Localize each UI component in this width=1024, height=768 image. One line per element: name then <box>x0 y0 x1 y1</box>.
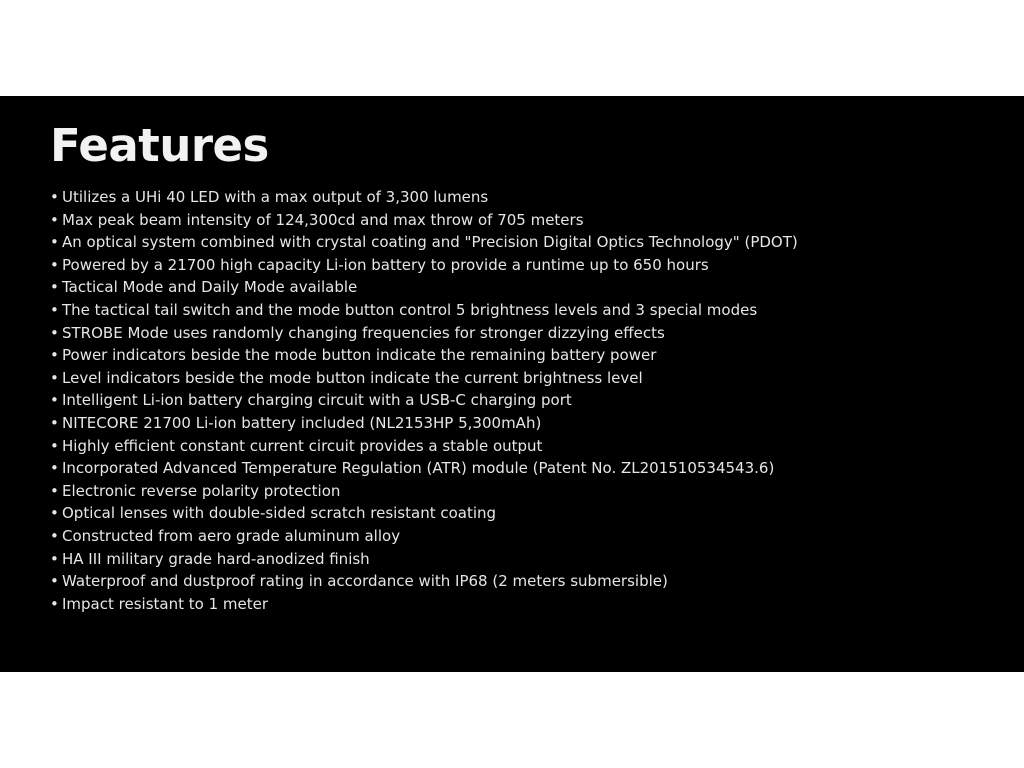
feature-item <box>50 209 1024 232</box>
bullet-icon: • <box>50 300 59 319</box>
feature-item <box>50 548 1024 571</box>
feature-item <box>50 231 1024 254</box>
feature-item <box>50 254 1024 277</box>
feature-text: STROBE Mode uses randomly changing frequencies for stronger dizzying effects <box>62 323 665 342</box>
bullet-icon: • <box>50 436 59 455</box>
bullet-icon: • <box>50 368 59 387</box>
feature-text: Highly efficient constant current circuit provides a stable output <box>62 436 543 455</box>
feature-item <box>50 480 1024 503</box>
feature-item <box>50 412 1024 435</box>
bullet-icon: • <box>50 323 59 342</box>
feature-item <box>50 435 1024 458</box>
feature-item <box>50 322 1024 345</box>
feature-text: NITECORE 21700 Li-ion battery included (NL2153HP 5,300mAh) <box>62 413 542 432</box>
feature-text: Impact resistant to 1 meter <box>62 594 268 613</box>
bullet-icon: • <box>50 572 59 591</box>
feature-item <box>50 570 1024 593</box>
bullet-icon: • <box>50 504 59 523</box>
feature-text: Incorporated Advanced Temperature Regulation (ATR) module (Patent No. ZL201510534543.6) <box>62 459 775 478</box>
features-title: Features <box>50 119 269 172</box>
bullet-icon: • <box>50 255 59 274</box>
feature-item <box>50 389 1024 412</box>
feature-text: Max peak beam intensity of 124,300cd and max throw of 705 meters <box>62 210 584 229</box>
feature-text: HA III military grade hard-anodized finish <box>62 549 370 568</box>
bullet-icon: • <box>50 210 59 229</box>
feature-text: Constructed from aero grade aluminum alloy <box>62 526 401 545</box>
feature-item <box>50 457 1024 480</box>
feature-text: Optical lenses with double-sided scratch resistant coating <box>62 504 497 523</box>
bullet-icon: • <box>50 346 59 365</box>
feature-text: Waterproof and dustproof rating in accordance with IP68 (2 meters submersible) <box>62 572 668 591</box>
bullet-icon: • <box>50 459 59 478</box>
feature-item <box>50 525 1024 548</box>
bullet-icon: • <box>50 278 59 297</box>
features-panel <box>0 96 1024 672</box>
feature-text: Intelligent Li-ion battery charging circuit with a USB-C charging port <box>62 391 572 410</box>
bullet-icon: • <box>50 188 59 206</box>
feature-text: Electronic reverse polarity protection <box>62 481 341 500</box>
feature-item <box>50 344 1024 367</box>
bullet-icon: • <box>50 233 59 252</box>
feature-text: Utilizes a UHi 40 LED with a max output of 3,300 lumens <box>62 188 489 206</box>
feature-item <box>50 276 1024 299</box>
bullet-icon: • <box>50 481 59 500</box>
feature-item <box>50 593 1024 616</box>
features-list <box>50 186 1024 615</box>
feature-item <box>50 186 1024 209</box>
bullet-icon: • <box>50 594 59 613</box>
feature-text: The tactical tail switch and the mode button control 5 brightness levels and 3 special modes <box>62 300 758 319</box>
feature-item <box>50 367 1024 390</box>
feature-text: An optical system combined with crystal coating and "Precision Digital Optics Technology" (PDOT) <box>62 233 798 252</box>
feature-text: Powered by a 21700 high capacity Li-ion battery to provide a runtime up to 650 hours <box>62 255 709 274</box>
feature-text: Tactical Mode and Daily Mode available <box>62 278 358 297</box>
feature-item <box>50 502 1024 525</box>
feature-text: Level indicators beside the mode button indicate the current brightness level <box>62 368 643 387</box>
bullet-icon: • <box>50 391 59 410</box>
feature-text: Power indicators beside the mode button indicate the remaining battery power <box>62 346 657 365</box>
bullet-icon: • <box>50 526 59 545</box>
bullet-icon: • <box>50 549 59 568</box>
bullet-icon: • <box>50 413 59 432</box>
feature-item <box>50 299 1024 322</box>
